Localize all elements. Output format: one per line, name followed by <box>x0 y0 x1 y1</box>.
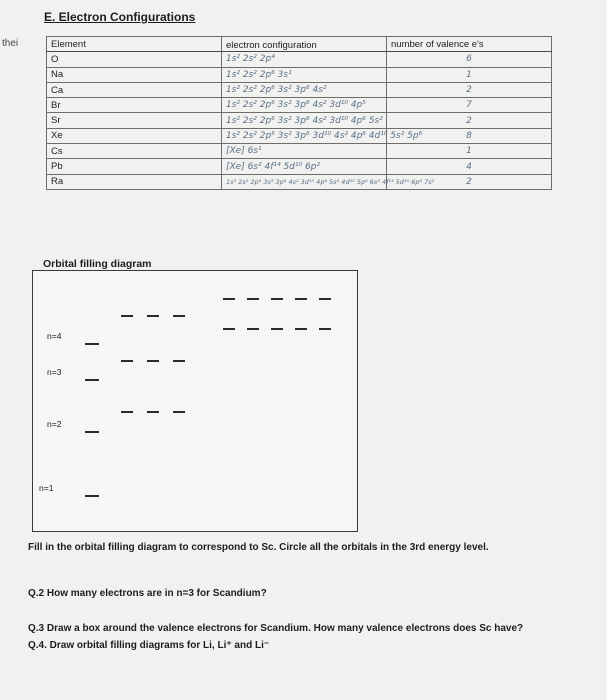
valence-cell[interactable]: 1 <box>387 144 552 159</box>
level-label-n1: n=1 <box>39 483 54 493</box>
orbital-slot-3p[interactable] <box>147 360 159 362</box>
element-cell: Br <box>47 98 222 113</box>
valence-cell[interactable]: 1 <box>387 67 552 82</box>
table-row <box>47 113 552 128</box>
orbital-slot-3d[interactable] <box>271 328 283 330</box>
orbital-slot-3d[interactable] <box>247 328 259 330</box>
orbital-slot-4d[interactable] <box>295 298 307 300</box>
element-cell: Ca <box>47 82 222 97</box>
table-row <box>47 159 552 174</box>
configuration-cell[interactable]: 1s² 2s² 2p⁶ 3s² 3p⁶ 4s² 3d¹⁰ 4p⁶ 5s² <box>222 113 387 128</box>
element-cell: Xe <box>47 128 222 143</box>
valence-cell[interactable]: 7 <box>387 98 552 113</box>
orbital-slot-4s[interactable] <box>85 343 99 345</box>
margin-note: thei <box>2 38 19 49</box>
orbital-slot-4d[interactable] <box>271 298 283 300</box>
orbital-slot-2p[interactable] <box>121 411 133 413</box>
table-row <box>47 174 552 189</box>
configuration-cell[interactable]: 1s² 2s² 2p⁶ 3s² 3p⁶ 3d¹⁰ 4s² 4p⁶ 4d¹⁰ 5s² 5p⁶ <box>222 128 387 143</box>
valence-cell[interactable]: 8 <box>387 128 552 143</box>
configuration-cell[interactable]: [Xe] 6s² 4f¹⁴ 5d¹⁰ 6p² <box>222 159 387 174</box>
element-cell: Sr <box>47 113 222 128</box>
level-label-n4: n=4 <box>47 331 62 341</box>
element-cell: O <box>47 52 222 67</box>
table-row <box>47 144 552 159</box>
orbital-slot-4d[interactable] <box>319 298 331 300</box>
table-row <box>47 98 552 113</box>
valence-cell[interactable]: 2 <box>387 82 552 97</box>
level-label-n2: n=2 <box>47 419 62 429</box>
worksheet-title: E. Electron Configurations <box>44 10 196 24</box>
question-3: Q.3 Draw a box around the valence electrons for Scandium. How many valence electrons does Sc have? <box>28 623 524 634</box>
orbital-slot-4p[interactable] <box>147 315 159 317</box>
valence-cell[interactable]: 2 <box>387 174 552 189</box>
configuration-table <box>46 36 552 190</box>
element-cell: Pb <box>47 159 222 174</box>
element-cell: Na <box>47 67 222 82</box>
configuration-cell[interactable]: 1s² 2s² 2p⁴ <box>222 52 387 67</box>
configuration-cell[interactable]: [Xe] 6s¹ <box>222 144 387 159</box>
table-row <box>47 82 552 97</box>
orbital-slot-1s[interactable] <box>85 495 99 497</box>
table-row <box>47 52 552 67</box>
orbital-slot-3d[interactable] <box>295 328 307 330</box>
configuration-cell[interactable]: 1s² 2s² 2p⁶ 3s² 3p⁶ 4s² 3d¹⁰ 4p⁶ 5s² 4d¹⁰ 5p⁶ 6s² 4f¹⁴ 5d¹⁰ 6p⁶ 7s² <box>222 174 387 189</box>
configuration-cell[interactable]: 1s² 2s² 2p⁶ 3s¹ <box>222 67 387 82</box>
configuration-cell[interactable]: 1s² 2s² 2p⁶ 3s² 3p⁶ 4s² <box>222 82 387 97</box>
element-cell: Cs <box>47 144 222 159</box>
level-label-n3: n=3 <box>47 367 62 377</box>
question-2: Q.2 How many electrons are in n=3 for Scandium? <box>28 588 267 599</box>
orbital-diagram-heading: Orbital filling diagram <box>43 258 152 270</box>
orbital-slot-4d[interactable] <box>247 298 259 300</box>
table-row <box>47 128 552 143</box>
configuration-cell[interactable]: 1s² 2s² 2p⁶ 3s² 3p⁶ 4s² 3d¹⁰ 4p⁵ <box>222 98 387 113</box>
orbital-slot-4p[interactable] <box>121 315 133 317</box>
valence-cell[interactable]: 2 <box>387 113 552 128</box>
orbital-slot-2s[interactable] <box>85 431 99 433</box>
orbital-diagram-box[interactable] <box>32 270 358 532</box>
orbital-slot-3d[interactable] <box>319 328 331 330</box>
valence-cell[interactable]: 4 <box>387 159 552 174</box>
orbital-slot-2p[interactable] <box>147 411 159 413</box>
orbital-slot-4p[interactable] <box>173 315 185 317</box>
valence-cell[interactable]: 6 <box>387 52 552 67</box>
orbital-slot-4d[interactable] <box>223 298 235 300</box>
orbital-slot-3s[interactable] <box>85 379 99 381</box>
orbital-slot-2p[interactable] <box>173 411 185 413</box>
header-element: Element <box>47 37 222 52</box>
instruction-text: Fill in the orbital filling diagram to correspond to Sc. Circle all the orbitals in the 3rd energy level. <box>28 542 489 553</box>
element-cell: Ra <box>47 174 222 189</box>
header-configuration: electron configuration <box>222 37 387 52</box>
header-valence: number of valence e's <box>387 37 552 52</box>
orbital-slot-3p[interactable] <box>121 360 133 362</box>
table-row <box>47 67 552 82</box>
table-header-row <box>47 37 552 52</box>
orbital-slot-3p[interactable] <box>173 360 185 362</box>
question-4: Q.4. Draw orbital filling diagrams for Li, Li⁺ and Li⁻ <box>28 640 270 651</box>
orbital-slot-3d[interactable] <box>223 328 235 330</box>
